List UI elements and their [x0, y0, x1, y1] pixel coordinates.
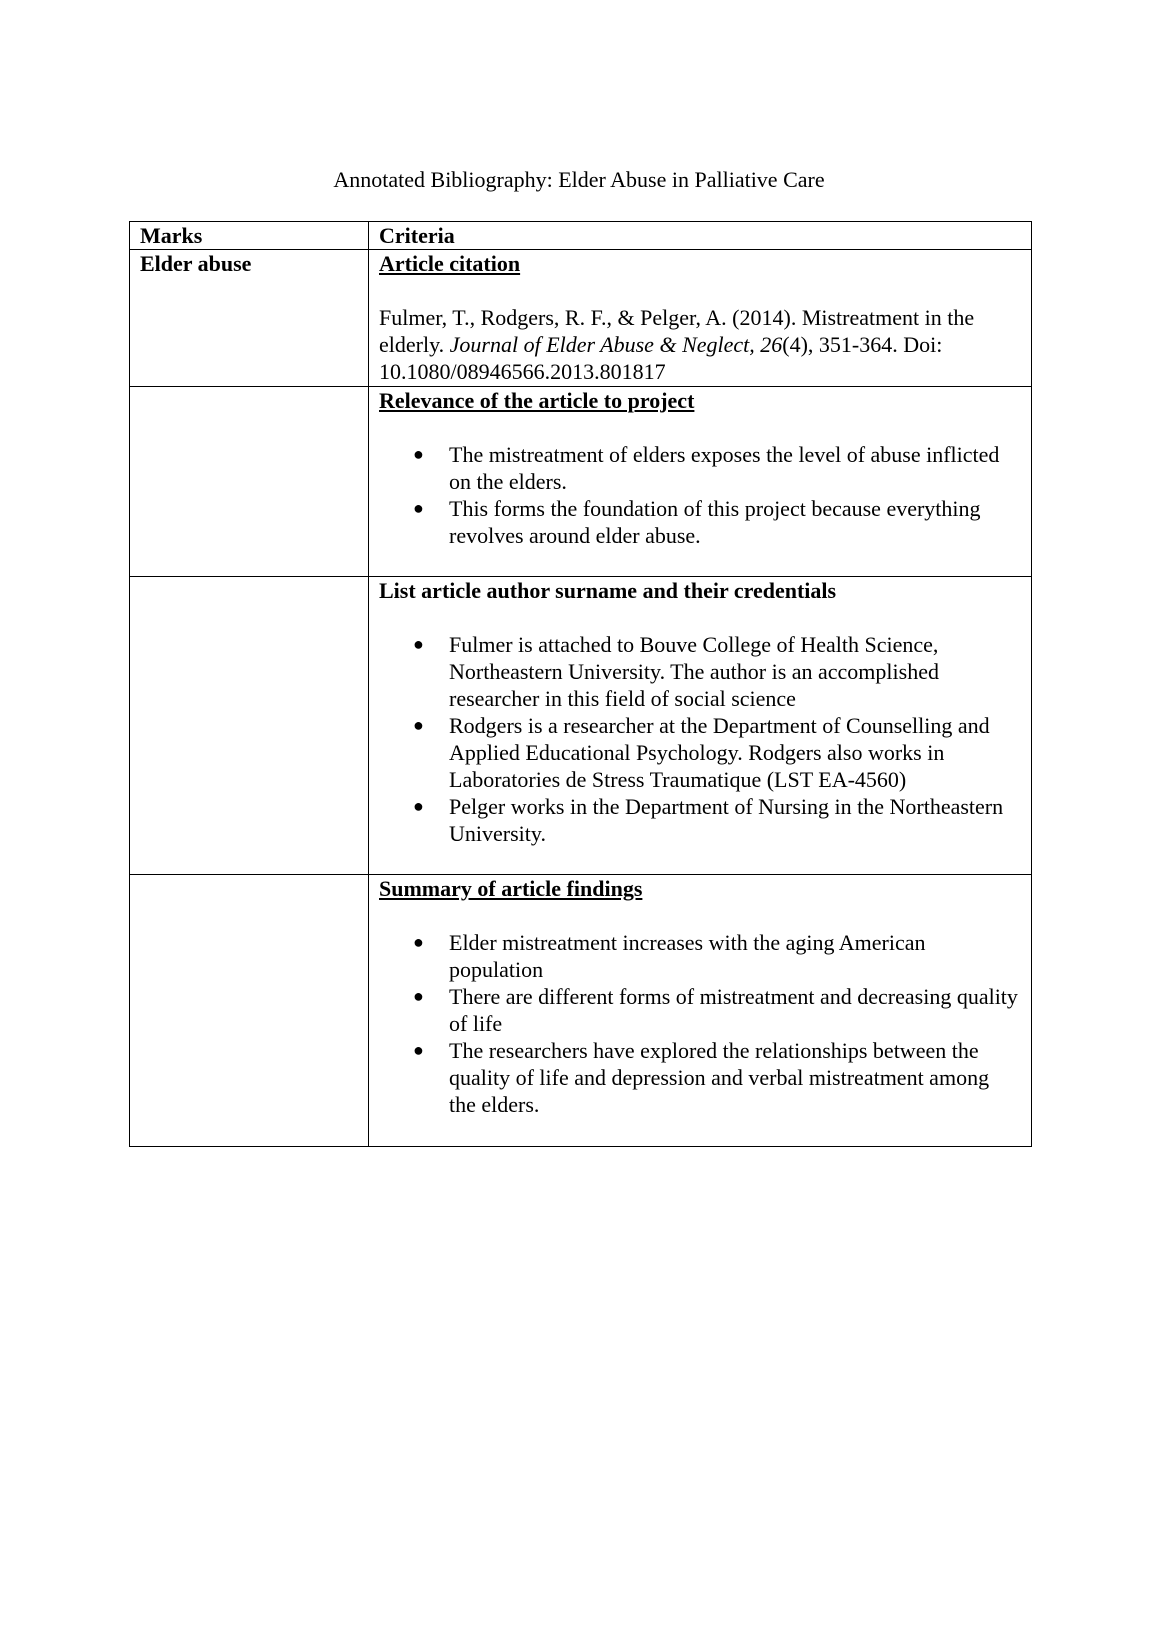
bullet-icon: ● — [413, 932, 424, 952]
list-item: ● Rodgers is a researcher at the Department of Counselling and Applied Educational Psychology. Rodgers also works in Laboratories de Stress Traumatique (LST EA-4560) — [413, 713, 990, 792]
list-item: ● This forms the foundation of this project because everything revolves around elder abuse. — [413, 496, 981, 548]
list-item: ● Pelger works in the Department of Nursing in the Northeastern University. — [413, 794, 1004, 846]
marks-cell — [130, 577, 369, 875]
criteria-cell — [369, 250, 1032, 387]
marks-cell — [130, 387, 369, 577]
bullet-icon: ● — [413, 444, 424, 464]
article-citation — [379, 304, 1021, 386]
citation-volume: 26 — [754, 332, 783, 357]
table-row — [130, 577, 1032, 875]
bullet-icon: ● — [413, 1040, 424, 1060]
section-heading: Relevance of the article to project — [379, 388, 695, 413]
bullet-icon: ● — [413, 715, 424, 735]
citation-journal: Journal of Elder Abuse & Neglect, — [449, 332, 755, 357]
table-row — [130, 875, 1032, 1147]
bullet-icon: ● — [413, 796, 424, 816]
table-row — [130, 387, 1032, 577]
table-row — [130, 250, 1032, 387]
bullet-list — [379, 631, 1021, 847]
section-heading: Summary of article findings — [379, 876, 643, 901]
bullet-icon: ● — [413, 498, 424, 518]
citation-issue-pages-doi: (4), 351-364. Doi: 10.1080/08946566.2013.801817 — [379, 332, 943, 384]
bullet-list — [379, 929, 1021, 1118]
section-heading: List article author surname and their credentials — [379, 578, 837, 603]
list-item: ● The mistreatment of elders exposes the level of abuse inflicted on the elders. — [413, 442, 1000, 494]
rubric-table — [129, 221, 1032, 1147]
list-item: ● Elder mistreatment increases with the aging American population — [413, 930, 926, 982]
criteria-cell — [369, 875, 1032, 1147]
criteria-cell — [369, 577, 1032, 875]
page-title: Annotated Bibliography: Elder Abuse in Palliative Care — [333, 167, 825, 192]
marks-cell: Elder abuse — [130, 250, 369, 387]
list-item: ● There are different forms of mistreatment and decreasing quality of life — [413, 984, 1018, 1036]
criteria-cell — [369, 387, 1032, 577]
bullet-list — [379, 441, 1021, 549]
bullet-icon: ● — [413, 634, 424, 654]
marks-cell — [130, 875, 369, 1147]
citation-authors-title: Fulmer, T., Rodgers, R. F., & Pelger, A. (2014). Mistreatment in the elderly. — [379, 305, 975, 357]
criteria-column-header: Criteria — [369, 222, 1032, 250]
marks-column-header: Marks — [130, 222, 369, 250]
bullet-icon: ● — [413, 986, 424, 1006]
list-item: ● Fulmer is attached to Bouve College of Health Science, Northeastern University. The author is an accomplished researcher in this field of social science — [413, 632, 939, 711]
table-header-row — [130, 222, 1032, 250]
list-item: ● The researchers have explored the relationships between the quality of life and depression and verbal mistreatment among the elders. — [413, 1038, 990, 1117]
section-heading: Article citation — [379, 251, 521, 276]
